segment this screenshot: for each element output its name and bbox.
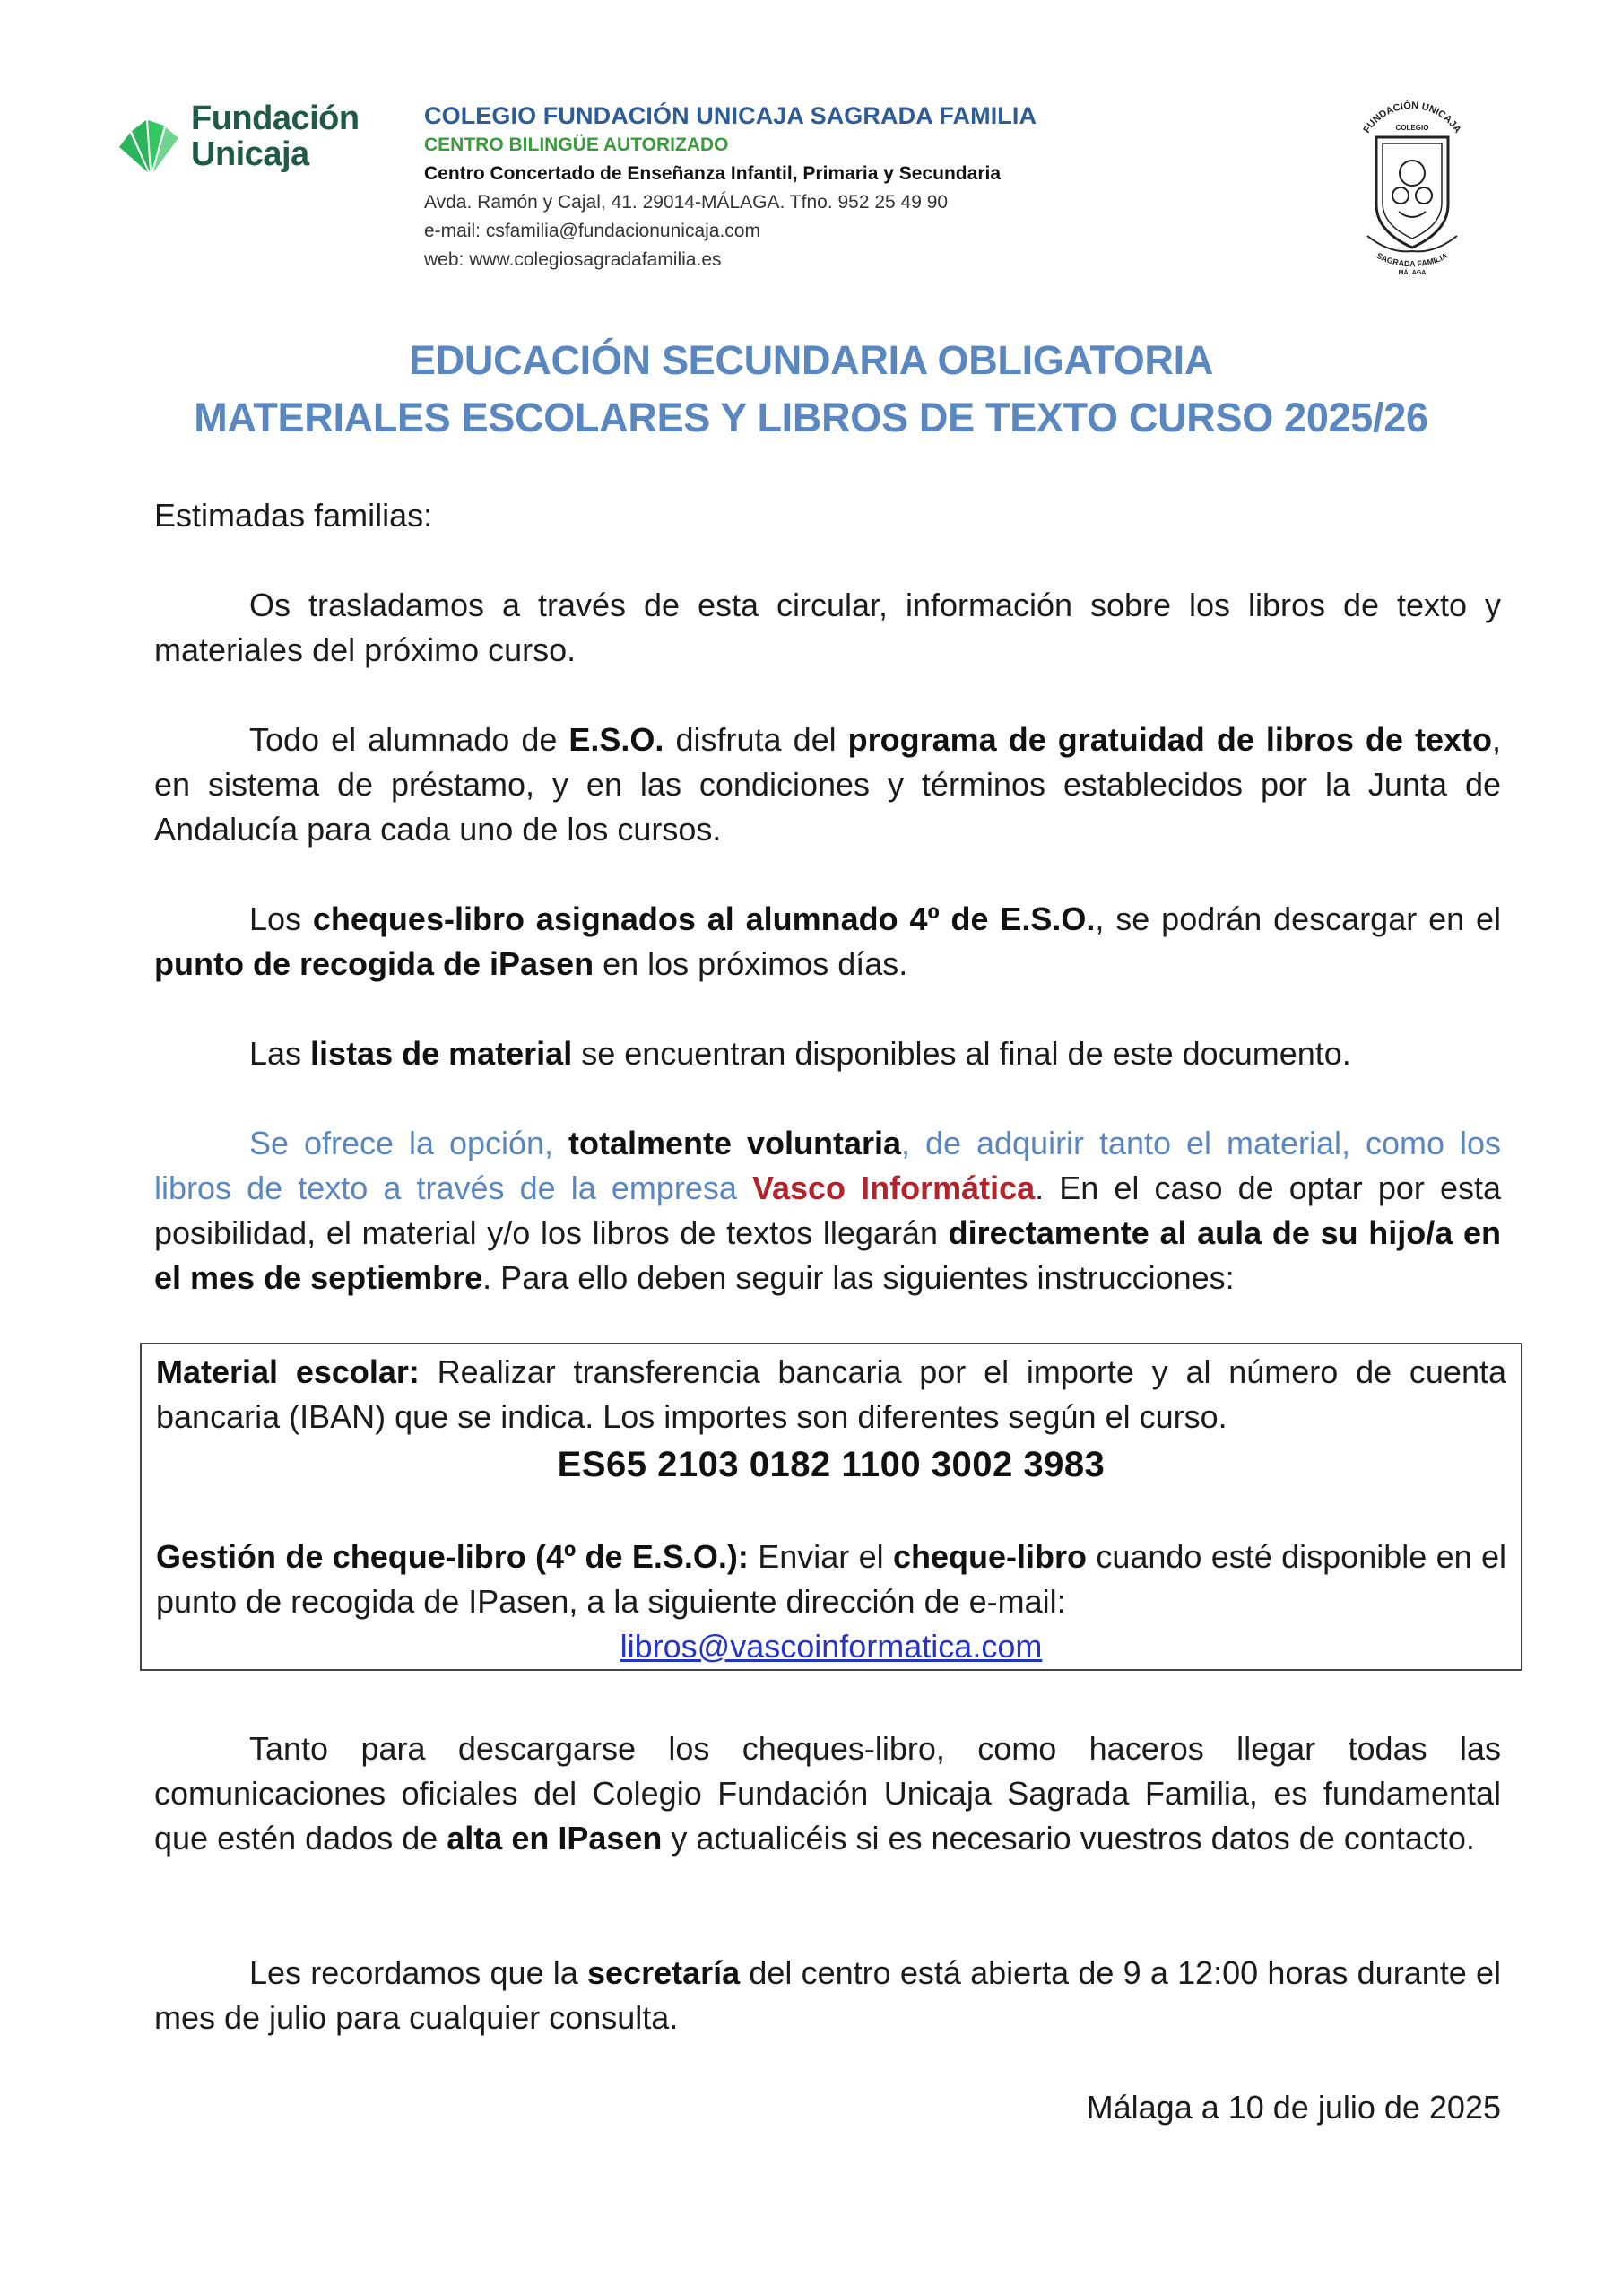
svg-text:MÁLAGA: MÁLAGA: [1398, 270, 1427, 276]
paragraph-listas: Las listas de material se encuentran disponibles al final de este documento.: [249, 1035, 1351, 1072]
logo-line-2: Unicaja: [191, 135, 309, 173]
paragraph-cheques: Los cheques-libro asignados al alumnado 4º de E.S.O., se podrán descargar en el punto de recogida de iPasen en los próximos días.: [154, 900, 1501, 982]
bilingual-label: CENTRO BILINGÜE AUTORIZADO: [424, 135, 729, 155]
logo-line-1: Fundación: [191, 100, 360, 137]
paragraph-intro: Os trasladamos a través de esta circular, información sobre los libros de texto y materiales del próximo curso.: [154, 587, 1501, 668]
instructions-box: [140, 1343, 1522, 1671]
centro-description: Centro Concertado de Enseñanza Infantil, Primaria y Secundaria: [424, 163, 1002, 184]
school-address: Avda. Ramón y Cajal, 41. 29014-MÁLAGA. Tfno. 952 25 49 90: [424, 192, 949, 213]
iban-number: ES65 2103 0182 1100 3002 3983: [557, 1445, 1106, 1484]
material-instructions: Material escolar: Realizar transferencia bancaria por el importe y al número de cuenta bancaria (IBAN) que se indica. Los importes son diferentes según el curso.: [156, 1353, 1506, 1435]
paragraph-gratuidad: Todo el alumnado de E.S.O. disfruta del programa de gratuidad de libros de texto, en sistema de préstamo, y en las condiciones y términos establecidos por la Junta de Andalucía para cada uno de los cursos.: [154, 721, 1502, 848]
school-info: [424, 100, 1231, 274]
paragraph-secretaria: Les recordamos que la secretaría del centro está abierta de 9 a 12:00 horas durante el mes de julio para cualquier consulta.: [154, 1954, 1501, 2036]
paragraph-vasco: Se ofrece la opción, totalmente voluntaria, de adquirir tanto el material, como los libros de texto a través de la empresa Vasco Informática. En el caso de optar por esta posibilidad, el material y/o los libros de textos llegarán directamente al aula de su hijo/a en el mes de septiembre. Para ello deben seguir las siguientes instrucciones:: [154, 1125, 1502, 1296]
svg-text:FUNDACIÓN UNICAJA: FUNDACIÓN UNICAJA: [1361, 100, 1463, 135]
page-title-line-1: EDUCACIÓN SECUNDARIA OBLIGATORIA: [408, 337, 1214, 383]
greeting: Estimadas familias:: [154, 497, 433, 534]
school-name: COLEGIO FUNDACIÓN UNICAJA SAGRADA FAMILIA: [424, 102, 1037, 129]
school-seal-icon: [1345, 97, 1479, 285]
page-title-line-2: MATERIALES ESCOLARES Y LIBROS DE TEXTO CURSO 2025/26: [194, 395, 1428, 440]
vasco-email-link[interactable]: libros@vascoinformatica.com: [620, 1628, 1043, 1665]
svg-text:SAGRADA FAMILIA: SAGRADA FAMILIA: [1375, 250, 1450, 269]
school-email: e-mail: csfamilia@fundacionunicaja.com: [424, 221, 760, 241]
paragraph-ipasen: Tanto para descargarse los cheques-libro, como haceros llegar todas las comunicaciones oficiales del Colegio Fundación Unicaja Sagrada Familia, es fundamental que estén dados de alta en IPasen y actualicéis si es necesario vuestros datos de contacto.: [154, 1730, 1501, 1857]
svg-text:COLEGIO: COLEGIO: [1395, 124, 1429, 132]
cheque-instructions: Gestión de cheque-libro (4º de E.S.O.): Enviar el cheque-libro cuando esté disponible en el punto de recogida de IPasen, a la siguiente dirección de e-mail:: [156, 1538, 1506, 1620]
logo-wordmark: [191, 100, 360, 172]
school-web: web: www.colegiosagradafamilia.es: [424, 249, 722, 270]
document-date: Málaga a 10 de julio de 2025: [1086, 2089, 1501, 2126]
fan-logo-icon: [112, 106, 184, 178]
fundacion-unicaja-logo: [112, 100, 381, 190]
